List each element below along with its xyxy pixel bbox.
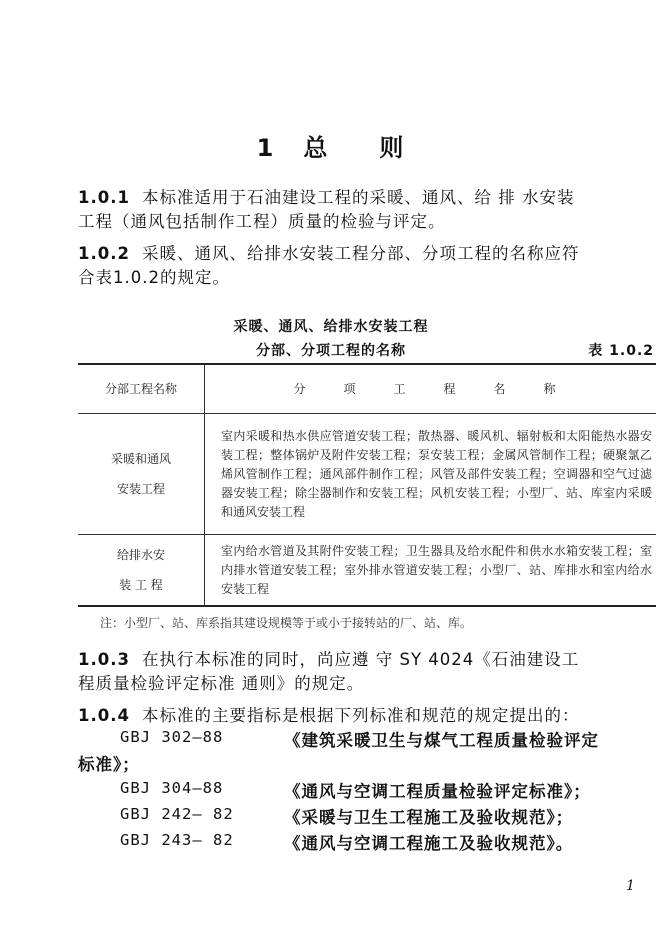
clause-number: 1.0.3 — [78, 650, 130, 669]
clause-text-line-2: 合表1.0.2的规定。 — [78, 268, 230, 287]
clause-number: 1.0.4 — [78, 706, 130, 725]
table-row — [78, 414, 656, 535]
clause-text-line-1: 本标准适用于石油建设工程的采暖、通风、给 排 水安装 — [141, 188, 575, 207]
division-name-line-2: 安装工程 — [116, 482, 165, 496]
reference-name: 《通风与空调工程质量检验评定标准》； — [284, 782, 591, 801]
clause-1-0-2 — [78, 242, 658, 290]
division-cell — [78, 535, 205, 607]
clause-text-line-2: 工程（通风包括制作工程）质量的检验与评定。 — [78, 212, 446, 231]
clause-1-0-4 — [78, 704, 658, 728]
division-name-line-1: 给排水安 — [116, 548, 165, 562]
division-cell — [78, 414, 205, 535]
table-row — [78, 535, 656, 607]
table-title-line-1: 采暖、通风、给排水安装工程 — [233, 319, 429, 335]
reference-code: GBJ 242— 82 — [120, 805, 234, 823]
reference-name: 《建筑采暖卫生与煤气工程质量检验评定 — [284, 731, 599, 750]
clause-1-0-1 — [78, 186, 658, 234]
reference-code: GBJ 243— 82 — [120, 831, 234, 849]
header-division-name: 分部工程名称 — [78, 364, 205, 414]
chapter-title-char-1: 总 — [303, 134, 330, 162]
header-subitem-name: 分项工程名称 — [205, 364, 657, 414]
chapter-title-char-2: 则 — [379, 134, 406, 162]
subitem-cell: 室内给水管道及其附件安装工程；卫生器具及给水配件和供水水箱安装工程；室内排水管道安装工程；室外排水管道安装工程；小型厂、站、库排水和室内给水安装工程 — [205, 535, 657, 607]
clause-text-line-2: 程质量检验评定标准 通则》的规定。 — [78, 674, 365, 693]
clause-number: 1.0.1 — [78, 188, 130, 207]
clause-text-line-1: 本标准的主要指标是根据下列标准和规范的规定提出的： — [141, 706, 580, 725]
clause-text-line-1: 采暖、通风、给排水安装工程分部、分项工程的名称应符 — [141, 244, 580, 263]
reference-code: GBJ 302—88 — [120, 728, 224, 746]
clause-1-0-3 — [78, 648, 658, 696]
reference-name: 《采暖与卫生工程施工及验收规范》； — [284, 808, 574, 827]
division-name-line-1: 采暖和通风 — [110, 452, 171, 466]
reference-name-continued: 标准》； — [78, 755, 140, 774]
division-name-line-2: 装 工 程 — [119, 578, 163, 592]
table-number: 表 1.0.2 — [588, 343, 654, 359]
chapter-title — [0, 128, 662, 163]
page-number: 1 — [626, 878, 635, 894]
chapter-number: 1 — [256, 134, 276, 162]
clause-number: 1.0.2 — [78, 244, 130, 263]
clause-text-line-1: 在执行本标准的同时，尚应遵 守 SY 4024《石油建设工 — [141, 650, 580, 669]
project-division-table — [78, 363, 656, 607]
reference-code: GBJ 304—88 — [120, 779, 224, 797]
table-title-line-2: 分部、分项工程的名称 — [256, 343, 406, 359]
table-note: 注：小型厂、站、库系指其建设规模等于或小于接转站的厂、站、库。 — [100, 616, 473, 630]
subitem-cell: 室内采暖和热水供应管道安装工程；散热器、暖风机、辐射板和太阳能热水器安装工程；整体锅炉及附件安装工程；泵安装工程；金属风管制作工程；硬聚氯乙烯风管制作工程；通风部件制作工程；风管及部件安装工程；空调器和空气过滤器安装工程；除尘器制作和安装工程；风机安装工程；小型厂、站、库室内采暖和通风安装工程 — [205, 414, 657, 535]
reference-name: 《通风与空调工程施工及验收规范》。 — [284, 834, 574, 853]
table-header-row — [78, 364, 656, 414]
